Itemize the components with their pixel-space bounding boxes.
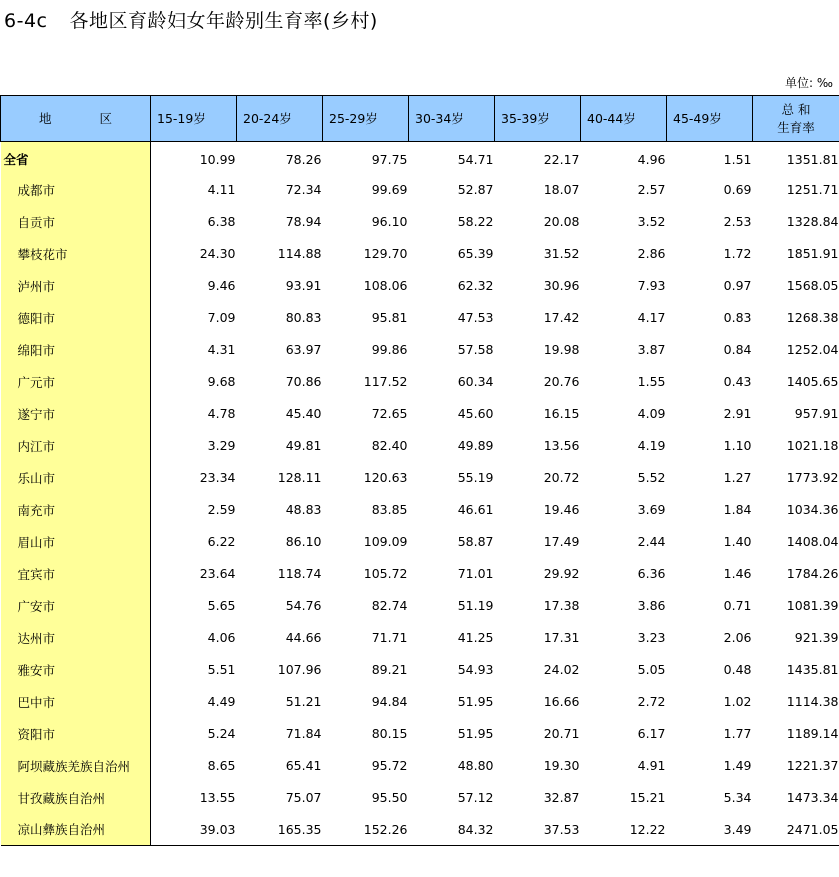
value-cell-20-24: 80.83 bbox=[285, 310, 322, 325]
value-cell-30-34: 84.32 bbox=[409, 814, 495, 846]
value-cell-45-49: 0.69 bbox=[723, 182, 752, 197]
value-cell-40-44: 2.44 bbox=[637, 534, 666, 549]
table-row bbox=[1, 686, 839, 718]
header-total-fertility-rate bbox=[753, 96, 839, 142]
region-name-cell: 甘孜藏族自治州 bbox=[1, 782, 151, 814]
value-cell-25-29: 95.81 bbox=[371, 310, 408, 325]
value-cell-total: 1034.36 bbox=[786, 502, 839, 517]
value-cell-25-29: 99.86 bbox=[371, 342, 408, 357]
value-cell-40-44: 3.52 bbox=[637, 214, 666, 229]
value-cell-25-29: 95.50 bbox=[371, 790, 408, 805]
unit-label: 单位: ‰ bbox=[785, 76, 833, 90]
region-name-cell: 成都市 bbox=[1, 174, 151, 206]
header-age-40-44: 40-44岁 bbox=[581, 96, 667, 142]
header-age-20-24: 20-24岁 bbox=[237, 96, 323, 142]
value-cell-30-34: 45.60 bbox=[457, 406, 494, 421]
region-name-cell: 凉山彝族自治州 bbox=[1, 814, 151, 846]
table-row bbox=[1, 366, 839, 398]
value-cell-total: 1351.81 bbox=[786, 151, 839, 167]
value-cell-45-49: 3.49 bbox=[667, 814, 753, 846]
region-name-cell: 自贡市 bbox=[1, 206, 151, 238]
value-cell-30-34: 47.53 bbox=[457, 310, 494, 325]
region-name-cell: 全省 bbox=[1, 142, 151, 174]
value-cell-20-24: 107.96 bbox=[277, 662, 322, 677]
region-name-cell: 攀枝花市 bbox=[1, 238, 151, 270]
header-age-45-49: 45-49岁 bbox=[667, 96, 753, 142]
value-cell-20-24: 63.97 bbox=[285, 342, 322, 357]
value-cell-30-34: 48.80 bbox=[457, 758, 494, 773]
value-cell-25-29: 95.72 bbox=[371, 758, 408, 773]
header-age-25-29: 25-29岁 bbox=[323, 96, 409, 142]
value-cell-total: 1251.71 bbox=[786, 182, 839, 197]
value-cell-35-39: 20.72 bbox=[543, 470, 580, 485]
value-cell-20-24: 128.11 bbox=[277, 470, 322, 485]
region-name-cell: 资阳市 bbox=[1, 718, 151, 750]
table-row bbox=[1, 302, 839, 334]
value-cell-45-49: 2.91 bbox=[723, 406, 752, 421]
value-cell-45-49: 5.34 bbox=[723, 790, 752, 805]
value-cell-45-49: 0.84 bbox=[723, 342, 752, 357]
value-cell-35-39: 17.38 bbox=[543, 598, 580, 613]
value-cell-30-34: 51.95 bbox=[457, 726, 494, 741]
value-cell-35-39: 17.42 bbox=[543, 310, 580, 325]
value-cell-35-39: 20.08 bbox=[543, 214, 580, 229]
value-cell-40-44: 7.93 bbox=[637, 278, 666, 293]
region-name-cell: 广安市 bbox=[1, 590, 151, 622]
value-cell-25-29: 97.75 bbox=[371, 151, 408, 167]
value-cell-40-44: 3.69 bbox=[637, 502, 666, 517]
value-cell-25-29: 152.26 bbox=[323, 814, 409, 846]
value-cell-45-49: 0.97 bbox=[723, 278, 752, 293]
value-cell-15-19: 39.03 bbox=[151, 814, 237, 846]
value-cell-15-19: 8.65 bbox=[207, 758, 236, 773]
value-cell-15-19: 9.46 bbox=[207, 278, 236, 293]
value-cell-20-24: 114.88 bbox=[277, 246, 322, 261]
value-cell-15-19: 4.11 bbox=[207, 182, 236, 197]
value-cell-35-39: 19.46 bbox=[543, 502, 580, 517]
value-cell-25-29: 99.69 bbox=[371, 182, 408, 197]
value-cell-40-44: 3.23 bbox=[637, 630, 666, 645]
value-cell-25-29: 105.72 bbox=[363, 566, 408, 581]
value-cell-20-24: 51.21 bbox=[285, 694, 322, 709]
value-cell-40-44: 1.55 bbox=[637, 374, 666, 389]
value-cell-35-39: 18.07 bbox=[543, 182, 580, 197]
value-cell-20-24: 78.94 bbox=[285, 214, 322, 229]
value-cell-35-39: 16.66 bbox=[543, 694, 580, 709]
value-cell-35-39: 31.52 bbox=[543, 246, 580, 261]
value-cell-45-49: 0.71 bbox=[723, 598, 752, 613]
value-cell-40-44: 12.22 bbox=[581, 814, 667, 846]
value-cell-20-24: 165.35 bbox=[237, 814, 323, 846]
table-body bbox=[1, 142, 839, 846]
table-row bbox=[1, 270, 839, 302]
value-cell-30-34: 57.58 bbox=[457, 342, 494, 357]
value-cell-20-24: 44.66 bbox=[285, 630, 322, 645]
value-cell-25-29: 96.10 bbox=[371, 214, 408, 229]
region-name-cell: 宜宾市 bbox=[1, 558, 151, 590]
value-cell-total: 1081.39 bbox=[786, 598, 839, 613]
value-cell-30-34: 46.61 bbox=[457, 502, 494, 517]
value-cell-40-44: 2.57 bbox=[637, 182, 666, 197]
value-cell-20-24: 75.07 bbox=[285, 790, 322, 805]
header-age-15-19: 15-19岁 bbox=[151, 96, 237, 142]
header-total-line1: 总 和 bbox=[781, 101, 811, 117]
value-cell-15-19: 10.99 bbox=[199, 151, 236, 167]
value-cell-20-24: 93.91 bbox=[285, 278, 322, 293]
value-cell-45-49: 2.06 bbox=[723, 630, 752, 645]
value-cell-20-24: 65.41 bbox=[285, 758, 322, 773]
table-row bbox=[1, 750, 839, 782]
region-name-cell: 乐山市 bbox=[1, 462, 151, 494]
value-cell-30-34: 55.19 bbox=[457, 470, 494, 485]
region-name-cell: 遂宁市 bbox=[1, 398, 151, 430]
value-cell-40-44: 4.09 bbox=[637, 406, 666, 421]
region-name-cell: 南充市 bbox=[1, 494, 151, 526]
value-cell-40-44: 4.96 bbox=[637, 151, 666, 167]
value-cell-15-19: 23.64 bbox=[199, 566, 236, 581]
value-cell-total: 921.39 bbox=[794, 630, 839, 645]
region-name-cell: 达州市 bbox=[1, 622, 151, 654]
table-title-text: 各地区育龄妇女年龄别生育率(乡村) bbox=[69, 10, 378, 32]
value-cell-15-19: 4.49 bbox=[207, 694, 236, 709]
value-cell-40-44: 2.86 bbox=[637, 246, 666, 261]
value-cell-30-34: 62.32 bbox=[457, 278, 494, 293]
value-cell-25-29: 108.06 bbox=[363, 278, 408, 293]
value-cell-25-29: 120.63 bbox=[363, 470, 408, 485]
value-cell-25-29: 80.15 bbox=[371, 726, 408, 741]
header-region: 地 区 bbox=[1, 96, 151, 142]
fertility-rate-table bbox=[0, 95, 839, 846]
value-cell-15-19: 6.38 bbox=[207, 214, 236, 229]
region-name-cell: 巴中市 bbox=[1, 686, 151, 718]
value-cell-20-24: 72.34 bbox=[285, 182, 322, 197]
value-cell-15-19: 4.06 bbox=[207, 630, 236, 645]
value-cell-15-19: 4.78 bbox=[207, 406, 236, 421]
value-cell-20-24: 86.10 bbox=[285, 534, 322, 549]
table-row bbox=[1, 398, 839, 430]
table-row bbox=[1, 526, 839, 558]
value-cell-35-39: 13.56 bbox=[543, 438, 580, 453]
table-row-province-total bbox=[1, 142, 839, 174]
table-row bbox=[1, 238, 839, 270]
table-row bbox=[1, 462, 839, 494]
value-cell-15-19: 13.55 bbox=[199, 790, 236, 805]
region-name-cell: 内江市 bbox=[1, 430, 151, 462]
value-cell-45-49: 0.48 bbox=[723, 662, 752, 677]
header-total-line2: 生育率 bbox=[777, 119, 815, 135]
value-cell-35-39: 37.53 bbox=[495, 814, 581, 846]
value-cell-35-39: 17.31 bbox=[543, 630, 580, 645]
table-row bbox=[1, 622, 839, 654]
value-cell-15-19: 2.59 bbox=[207, 502, 236, 517]
table-row bbox=[1, 590, 839, 622]
value-cell-15-19: 9.68 bbox=[207, 374, 236, 389]
value-cell-30-34: 58.87 bbox=[457, 534, 494, 549]
value-cell-45-49: 1.02 bbox=[723, 694, 752, 709]
value-cell-30-34: 49.89 bbox=[457, 438, 494, 453]
value-cell-20-24: 45.40 bbox=[285, 406, 322, 421]
value-cell-total: 2471.05 bbox=[753, 814, 839, 846]
region-name-cell: 眉山市 bbox=[1, 526, 151, 558]
value-cell-15-19: 3.29 bbox=[207, 438, 236, 453]
value-cell-40-44: 6.36 bbox=[637, 566, 666, 581]
value-cell-45-49: 1.49 bbox=[723, 758, 752, 773]
table-header bbox=[1, 96, 839, 142]
value-cell-35-39: 16.15 bbox=[543, 406, 580, 421]
header-row bbox=[1, 96, 839, 142]
value-cell-45-49: 1.51 bbox=[723, 151, 752, 167]
value-cell-total: 1328.84 bbox=[786, 214, 839, 229]
value-cell-20-24: 49.81 bbox=[285, 438, 322, 453]
value-cell-25-29: 82.74 bbox=[371, 598, 408, 613]
value-cell-30-34: 57.12 bbox=[457, 790, 494, 805]
value-cell-40-44: 3.87 bbox=[637, 342, 666, 357]
value-cell-40-44: 2.72 bbox=[637, 694, 666, 709]
region-name-cell: 雅安市 bbox=[1, 654, 151, 686]
value-cell-35-39: 22.17 bbox=[543, 151, 580, 167]
value-cell-total: 1189.14 bbox=[786, 726, 839, 741]
value-cell-30-34: 58.22 bbox=[457, 214, 494, 229]
value-cell-total: 1252.04 bbox=[786, 342, 839, 357]
value-cell-30-34: 54.93 bbox=[457, 662, 494, 677]
value-cell-total: 1268.38 bbox=[786, 310, 839, 325]
value-cell-30-34: 71.01 bbox=[457, 566, 494, 581]
value-cell-45-49: 1.46 bbox=[723, 566, 752, 581]
value-cell-45-49: 1.72 bbox=[723, 246, 752, 261]
value-cell-45-49: 1.10 bbox=[723, 438, 752, 453]
table-row bbox=[1, 174, 839, 206]
value-cell-45-49: 0.83 bbox=[723, 310, 752, 325]
value-cell-15-19: 5.24 bbox=[207, 726, 236, 741]
value-cell-40-44: 15.21 bbox=[629, 790, 666, 805]
value-cell-45-49: 1.40 bbox=[723, 534, 752, 549]
value-cell-45-49: 2.53 bbox=[723, 214, 752, 229]
value-cell-30-34: 65.39 bbox=[457, 246, 494, 261]
value-cell-40-44: 4.19 bbox=[637, 438, 666, 453]
value-cell-35-39: 32.87 bbox=[543, 790, 580, 805]
value-cell-30-34: 41.25 bbox=[457, 630, 494, 645]
value-cell-15-19: 5.65 bbox=[207, 598, 236, 613]
value-cell-15-19: 23.34 bbox=[199, 470, 236, 485]
value-cell-20-24: 48.83 bbox=[285, 502, 322, 517]
value-cell-25-29: 109.09 bbox=[363, 534, 408, 549]
value-cell-30-34: 51.95 bbox=[457, 694, 494, 709]
table-code: 6-4c bbox=[4, 10, 48, 32]
value-cell-15-19: 4.31 bbox=[207, 342, 236, 357]
value-cell-35-39: 17.49 bbox=[543, 534, 580, 549]
table-row bbox=[1, 782, 839, 814]
value-cell-total: 1473.34 bbox=[786, 790, 839, 805]
value-cell-45-49: 0.43 bbox=[723, 374, 752, 389]
value-cell-30-34: 52.87 bbox=[457, 182, 494, 197]
value-cell-35-39: 19.98 bbox=[543, 342, 580, 357]
value-cell-40-44: 4.91 bbox=[637, 758, 666, 773]
value-cell-total: 1405.65 bbox=[786, 374, 839, 389]
value-cell-total: 1568.05 bbox=[786, 278, 839, 293]
value-cell-25-29: 71.71 bbox=[371, 630, 408, 645]
value-cell-15-19: 6.22 bbox=[207, 534, 236, 549]
value-cell-45-49: 1.84 bbox=[723, 502, 752, 517]
value-cell-25-29: 72.65 bbox=[371, 406, 408, 421]
table-row bbox=[1, 718, 839, 750]
value-cell-45-49: 1.27 bbox=[723, 470, 752, 485]
value-cell-25-29: 82.40 bbox=[371, 438, 408, 453]
value-cell-total: 1408.04 bbox=[786, 534, 839, 549]
value-cell-35-39: 29.92 bbox=[543, 566, 580, 581]
value-cell-30-34: 60.34 bbox=[457, 374, 494, 389]
region-name-cell: 泸州市 bbox=[1, 270, 151, 302]
table-row bbox=[1, 334, 839, 366]
value-cell-40-44: 5.52 bbox=[637, 470, 666, 485]
value-cell-45-49: 1.77 bbox=[723, 726, 752, 741]
value-cell-15-19: 5.51 bbox=[207, 662, 236, 677]
value-cell-total: 1435.81 bbox=[786, 662, 839, 677]
value-cell-15-19: 24.30 bbox=[199, 246, 236, 261]
page-title bbox=[4, 6, 378, 33]
region-name-cell: 阿坝藏族羌族自治州 bbox=[1, 750, 151, 782]
header-age-30-34: 30-34岁 bbox=[409, 96, 495, 142]
header-age-35-39: 35-39岁 bbox=[495, 96, 581, 142]
table-row bbox=[1, 558, 839, 590]
table-row bbox=[1, 654, 839, 686]
value-cell-25-29: 117.52 bbox=[363, 374, 408, 389]
value-cell-total: 957.91 bbox=[794, 406, 839, 421]
region-name-cell: 广元市 bbox=[1, 366, 151, 398]
value-cell-20-24: 54.76 bbox=[285, 598, 322, 613]
value-cell-15-19: 7.09 bbox=[207, 310, 236, 325]
region-name-cell: 德阳市 bbox=[1, 302, 151, 334]
region-name-cell: 绵阳市 bbox=[1, 334, 151, 366]
value-cell-25-29: 94.84 bbox=[371, 694, 408, 709]
value-cell-total: 1114.38 bbox=[786, 694, 839, 709]
table-row bbox=[1, 430, 839, 462]
value-cell-30-34: 54.71 bbox=[457, 151, 494, 167]
value-cell-30-34: 51.19 bbox=[457, 598, 494, 613]
value-cell-25-29: 83.85 bbox=[371, 502, 408, 517]
value-cell-20-24: 70.86 bbox=[285, 374, 322, 389]
value-cell-total: 1851.91 bbox=[786, 246, 839, 261]
value-cell-40-44: 3.86 bbox=[637, 598, 666, 613]
table-row bbox=[1, 494, 839, 526]
table-row bbox=[1, 206, 839, 238]
value-cell-35-39: 20.76 bbox=[543, 374, 580, 389]
value-cell-total: 1021.18 bbox=[786, 438, 839, 453]
value-cell-40-44: 5.05 bbox=[637, 662, 666, 677]
value-cell-total: 1221.37 bbox=[786, 758, 839, 773]
value-cell-total: 1784.26 bbox=[786, 566, 839, 581]
value-cell-40-44: 6.17 bbox=[637, 726, 666, 741]
value-cell-20-24: 71.84 bbox=[285, 726, 322, 741]
value-cell-40-44: 4.17 bbox=[637, 310, 666, 325]
value-cell-25-29: 129.70 bbox=[363, 246, 408, 261]
value-cell-35-39: 20.71 bbox=[543, 726, 580, 741]
value-cell-total: 1773.92 bbox=[786, 470, 839, 485]
value-cell-35-39: 30.96 bbox=[543, 278, 580, 293]
value-cell-35-39: 19.30 bbox=[543, 758, 580, 773]
value-cell-25-29: 89.21 bbox=[371, 662, 408, 677]
value-cell-20-24: 78.26 bbox=[285, 151, 322, 167]
table-row bbox=[1, 814, 839, 846]
value-cell-35-39: 24.02 bbox=[543, 662, 580, 677]
value-cell-20-24: 118.74 bbox=[277, 566, 322, 581]
